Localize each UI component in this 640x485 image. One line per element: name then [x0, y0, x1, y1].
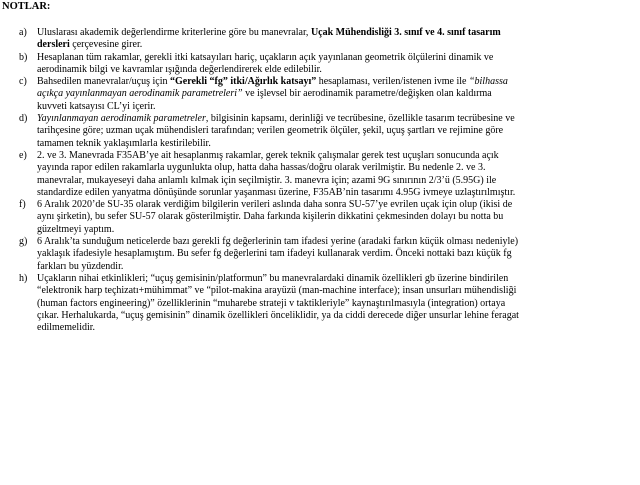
note-emphasis: Yayınlanmayan aerodinamik parametreler [37, 113, 206, 125]
note-text-run: çerçevesine girer. [69, 39, 143, 51]
note-text-run: Hesaplanan tüm rakamlar, gerekli itki katsayıları hariç, uçakların açık yayınlanan geometrik ölçülerini dinamik ve aerodinamik bilgi ve kavramlar ışığında değerlendirerek elde edilebilir. [37, 51, 494, 75]
note-text [37, 52, 520, 77]
note-item [0, 273, 520, 334]
note-marker: a) [19, 27, 27, 38]
note-marker: e) [19, 149, 27, 161]
note-emphasis: Uçak Mühendisliği 3. sınıf ve 4. sınıf tasarım dersleri [37, 27, 501, 51]
note-text [37, 199, 520, 236]
note-text-run: 6 Aralık 2020’de SU-35 olarak verdiğim bilgilerin verileri aslında daha sonra SU-57’ye evrilen uçak için olup (ikisi de aynı şirketin), bu sefer SU-57 olarak gösterilmiştir. Daha farkında kişilerin dikkatini çekmesinden dolayı bu notta bu güzeltmeyi yaptım. [37, 199, 513, 235]
note-item [0, 236, 520, 273]
note-text-run: 2. ve 3. Manevrada F35AB’ye ait hesaplanmış rakamlar, gerek teknik çalışmalar gerek test uçuşları sonucunda açık yayında rapor edilen rakamlarla uygunlukta olup, hatta daha hassas/doğru olarak verilmiştir. Bu nedenle 2. ve 3. manevralar, mukayeseyi daha anlamlı kılmak için seçilmiştir. 3. manevra için; azami 9G sınırının 2/3’ü (5.95G) ile standardize edilen yanyatma dönüşünde sorunlar yaşanması üzerine, F35AB’nin tasarımı 4.95G ivmeye uzlaştırılmıştır. [37, 149, 516, 198]
note-text [37, 150, 520, 199]
note-text-run: 6 Aralık’ta sunduğum neticelerde bazı gerekli fg değerlerinin tam ifadesi yerine (aradaki farkın küçük olması nedeniyle) yaklaşık ifadesiyle hesaplamıştım. Bu sefer fg değerlerini tam ifadeyi kullanarak verdim. Önceki nottaki bazı küçük fg farkları bu yüzdendir. [37, 236, 519, 272]
note-marker: c) [19, 76, 27, 88]
note-text-run: Uluslarası akademik değerlendirme kriterlerine göre bu manevralar, [37, 27, 311, 38]
note-text-run: hesaplaması, verilen/istenen ivme ile [316, 76, 469, 88]
note-text [37, 236, 520, 273]
note-text-run: ve işlevsel bir aerodinamik parametre/değişken olan kaldırma kuvveti katsayısı CL’yi içerir. [37, 88, 492, 112]
note-marker: d) [19, 113, 28, 125]
note-marker: h) [19, 272, 28, 284]
note-text-run: Bahsedilen manevralar/uçuş için [37, 76, 171, 88]
note-emphasis: “bilhassa açıkça yayınlanmayan aerodinamik parametreleri” [37, 76, 508, 100]
note-item [0, 113, 520, 150]
note-text-run: Uçakların nihai etkinlikleri; “uçuş gemisinin/platformun” bu manevralardaki dinamik özellikleri gb üzerine bindirilen “elektronik harp teçhizatı+mühimmat” ve “pilot-makina arayüzü (man-machine interface); insan unsurları mühendisliği (human factors engineering)” özelliklerinin “muharebe strateji v taktikleriyle” kaynaştırılmasıyla (integration) ortaya çıkar. Herhalukarda, “uçuş gemisinin” dinamik özellikleri önceliklidir, ya da ciddi derecede diğer unsurlar lehine feragat edilmemelidir. [37, 272, 519, 334]
note-marker: g) [19, 236, 28, 248]
note-item [0, 76, 520, 113]
note-text [37, 113, 520, 150]
note-item [0, 52, 520, 77]
note-text [37, 76, 520, 113]
note-text-run: , bilgisinin kapsamı, derinliği ve tecrübesine, özellikle tasarım tecrübesine ve tarihçesine göre; uzman uçak mühendisleri tarafından; verilen geometrik ölçüler, şekil, uçuş şartları ve rejimine göre tamamen teknik yaklaşımlarla kestirilebilir. [37, 113, 515, 149]
note-marker: b) [19, 51, 28, 63]
note-item [0, 150, 520, 199]
note-marker: f) [19, 199, 26, 211]
notes-list [0, 27, 520, 334]
note-emphasis: “Gerekli “fg” itki/Ağırlık katsayı” [170, 76, 317, 88]
note-item [0, 27, 520, 52]
note-text [37, 27, 520, 52]
note-item [0, 199, 520, 236]
notes-title: NOTLAR: [2, 1, 51, 12]
note-text [37, 273, 520, 334]
